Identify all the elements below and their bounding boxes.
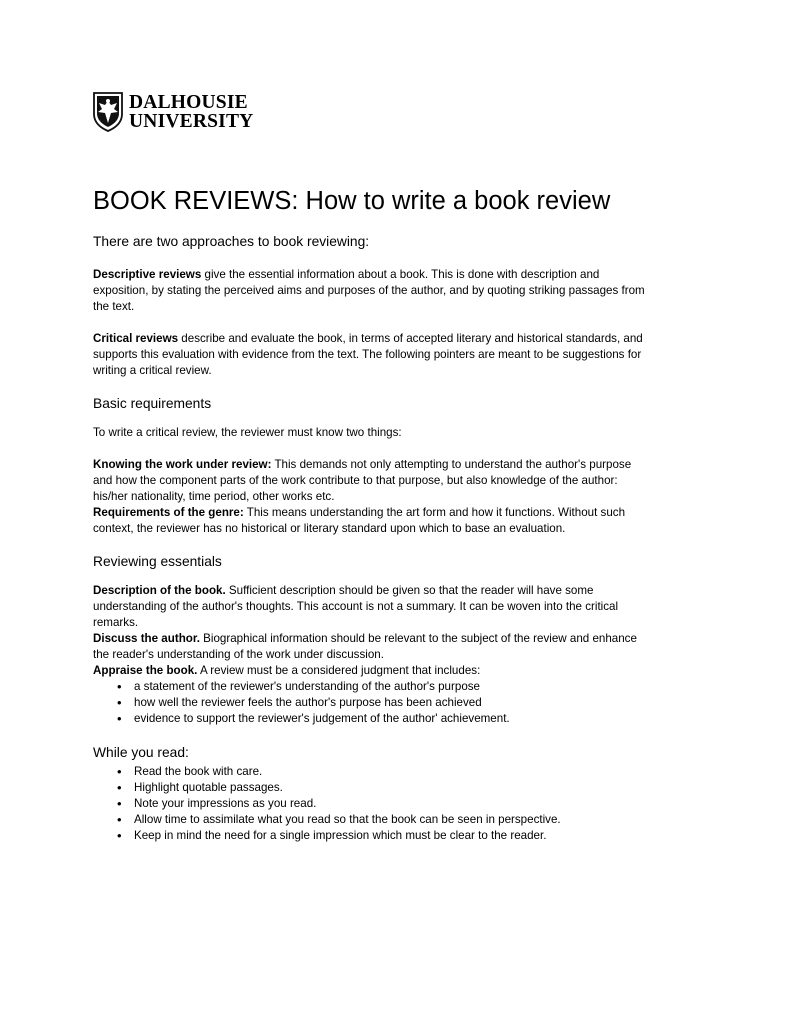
- critical-reviews-text: describe and evaluate the book, in terms of accepted literary and historical standards, and supports this evaluation with evidence from the text. The following pointers are meant to be suggestions for writing a critical review.: [93, 332, 643, 377]
- intro-text: There are two approaches to book reviewing:: [93, 234, 370, 249]
- list-item: • a statement of the reviewer's understanding of the author's purpose: [134, 679, 653, 695]
- genre-requirements-term: Requirements of the genre:: [93, 506, 244, 519]
- wordmark-line-1: DALHOUSIE: [129, 92, 248, 113]
- appraise-paragraph: [93, 663, 653, 679]
- appraise-term: Appraise the book.: [93, 664, 198, 677]
- critical-reviews-paragraph: [93, 331, 653, 379]
- knowing-work-paragraph: [93, 457, 653, 505]
- appraise-text: A review must be a considered judgment that includes:: [197, 664, 481, 677]
- university-logo: [93, 92, 253, 132]
- descriptive-reviews-paragraph: [93, 267, 653, 315]
- knowing-work-text: This demands not only attempting to understand the author's purpose and how the component parts of the work contribute to that purpose, but also knowledge of the author: his/her nationality, time period, other works etc.: [93, 458, 632, 503]
- reviewing-essentials-heading: Reviewing essentials: [93, 554, 222, 569]
- reading-tips-list: [93, 764, 653, 844]
- page-title: BOOK REVIEWS: How to write a book review: [93, 187, 611, 215]
- university-wordmark: [129, 93, 253, 131]
- list-item: • evidence to support the reviewer's judgement of the author' achievement.: [134, 711, 653, 727]
- basic-requirements-lead: To write a critical review, the reviewer must know two things:: [93, 426, 402, 439]
- genre-requirements-text: This means understanding the art form and how it functions. Without such context, the reviewer has no historical or literary standard upon which to base an evaluation.: [93, 506, 626, 535]
- discuss-author-paragraph: [93, 631, 653, 663]
- list-item: • Read the book with care.: [134, 764, 653, 780]
- document-body: [93, 186, 653, 844]
- basic-requirements-heading: Basic requirements: [93, 396, 212, 411]
- list-item: • Note your impressions as you read.: [134, 796, 653, 812]
- knowing-work-term: Knowing the work under review:: [93, 458, 272, 471]
- list-item: • how well the reviewer feels the author's purpose has been achieved: [134, 695, 653, 711]
- genre-requirements-paragraph: [93, 505, 653, 537]
- list-item: • Allow time to assimilate what you read so that the book can be seen in perspective.: [134, 812, 653, 828]
- crest-icon: [93, 92, 123, 132]
- critical-reviews-term: Critical reviews: [93, 332, 179, 345]
- description-term: Description of the book.: [93, 584, 226, 597]
- description-paragraph: [93, 583, 653, 631]
- list-item: • Keep in mind the need for a single impression which must be clear to the reader.: [134, 828, 653, 844]
- wordmark-line-2: UNIVERSITY: [129, 111, 254, 132]
- appraisal-list: [93, 679, 653, 727]
- description-text: Sufficient description should be given so that the reader will have some understanding of the author's thoughts. This account is not a summary. It can be woven into the critical remarks.: [93, 584, 619, 629]
- descriptive-reviews-term: Descriptive reviews: [93, 268, 202, 281]
- while-you-read-heading: While you read:: [93, 745, 189, 760]
- list-item: • Highlight quotable passages.: [134, 780, 653, 796]
- discuss-author-text: Biographical information should be relevant to the subject of the review and enhance the reader's understanding of the work under discussion.: [93, 632, 637, 661]
- descriptive-reviews-text: give the essential information about a book. This is done with description and exposition, by stating the perceived aims and purposes of the author, and by quoting striking passages from the text.: [93, 268, 645, 313]
- discuss-author-term: Discuss the author.: [93, 632, 200, 645]
